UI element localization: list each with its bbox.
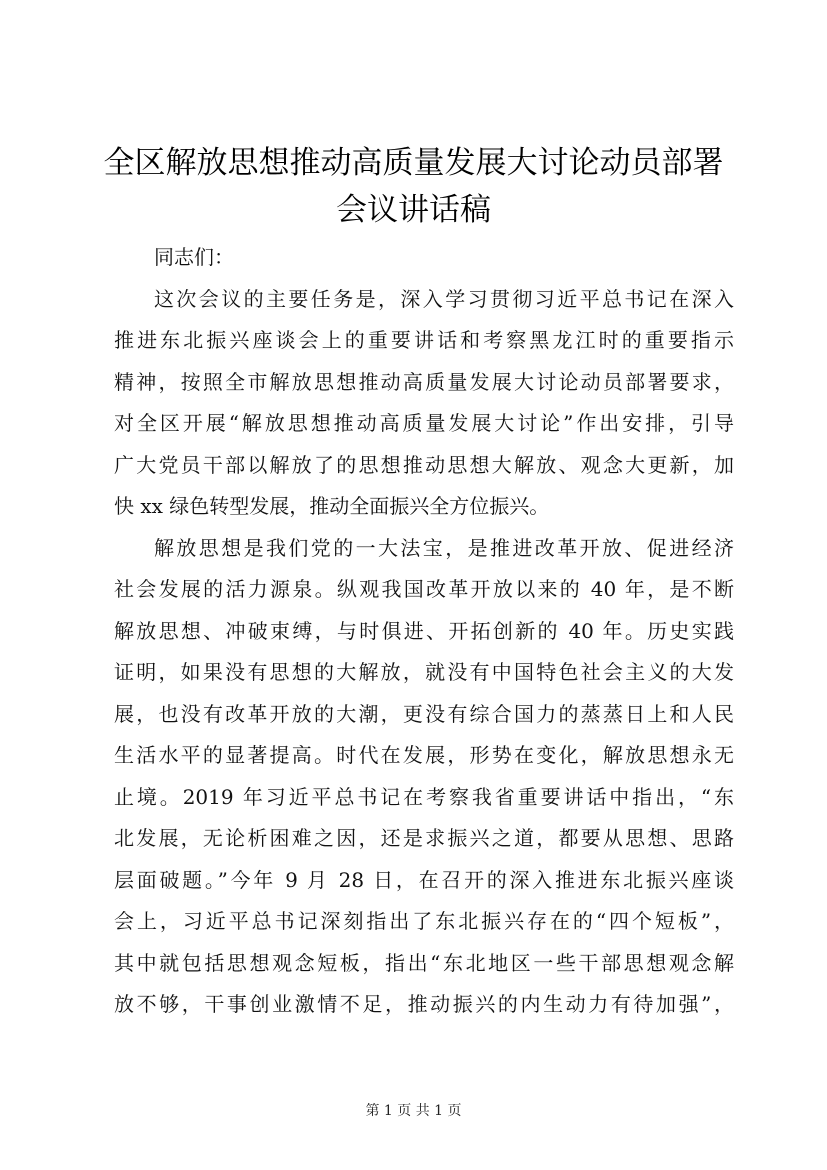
paragraph-2-line: 解放思想是我们党的一大法宝，是推进改革开放、促进经济 bbox=[154, 535, 734, 560]
title-line: 会议讲话稿 bbox=[336, 192, 491, 228]
document-title bbox=[100, 140, 727, 234]
paragraph-2-line: 解放思想、冲破束缚，与时俱进、开拓创新的 40 年。历史实践 bbox=[114, 618, 734, 643]
document-body bbox=[114, 237, 734, 1026]
paragraph-2-line: 北发展，无论析困难之因，还是求振兴之道，都要从思想、思路 bbox=[114, 826, 734, 850]
paragraph-2-line: 展，也没有改革开放的大潮，更没有综合国力的蒸蒸日上和人民 bbox=[114, 701, 734, 726]
paragraph-1-line: 广大党员干部以解放了的思想推动思想大解放、观念大更新，加 bbox=[114, 452, 734, 477]
paragraph-1-line: 这次会议的主要任务是，深入学习贯彻习近平总书记在深入 bbox=[154, 286, 734, 311]
paragraph-2-line: 放不够，干事创业激情不足，推动振兴的内生动力有待加强”， bbox=[114, 992, 734, 1016]
paragraph-2-line: 其中就包括思想观念短板，指出“东北地区一些干部思想观念解 bbox=[114, 950, 734, 975]
paragraph-2-line: 社会发展的活力源泉。纵观我国改革开放以来的 40 年，是不断 bbox=[114, 577, 734, 601]
paragraph-1-line: 对全区开展“解放思想推动高质量发展大讨论”作出安排，引导 bbox=[114, 411, 734, 435]
paragraph-1-line: 快 xx 绿色转型发展，推动全面振兴全方位振兴。 bbox=[114, 494, 550, 518]
paragraph-1-line: 精神，按照全市解放思想推动高质量发展大讨论动员部署要求， bbox=[114, 369, 734, 394]
salutation: 同志们： bbox=[154, 245, 234, 269]
paragraph-2-line: 生活水平的显著提高。时代在发展，形势在变化，解放思想永无 bbox=[114, 743, 734, 767]
page-footer: 第 1 页 共 1 页 bbox=[365, 1103, 462, 1119]
title-line: 全区解放思想推动高质量发展大讨论动员部署 bbox=[103, 145, 724, 181]
paragraph-2-line: 层面破题。”今年 9 月 28 日，在召开的深入推进东北振兴座谈 bbox=[114, 867, 734, 892]
paragraph-2-line: 会上，习近平总书记深刻指出了东北振兴存在的“四个短板”， bbox=[114, 909, 734, 933]
paragraph-1-line: 推进东北振兴座谈会上的重要讲话和考察黑龙江时的重要指示 bbox=[114, 328, 734, 352]
paragraph-2-line: 证明，如果没有思想的大解放，就没有中国特色社会主义的大发 bbox=[114, 660, 734, 684]
paragraph-2-line: 止境。2019 年习近平总书记在考察我省重要讲话中指出，“东 bbox=[114, 784, 734, 809]
